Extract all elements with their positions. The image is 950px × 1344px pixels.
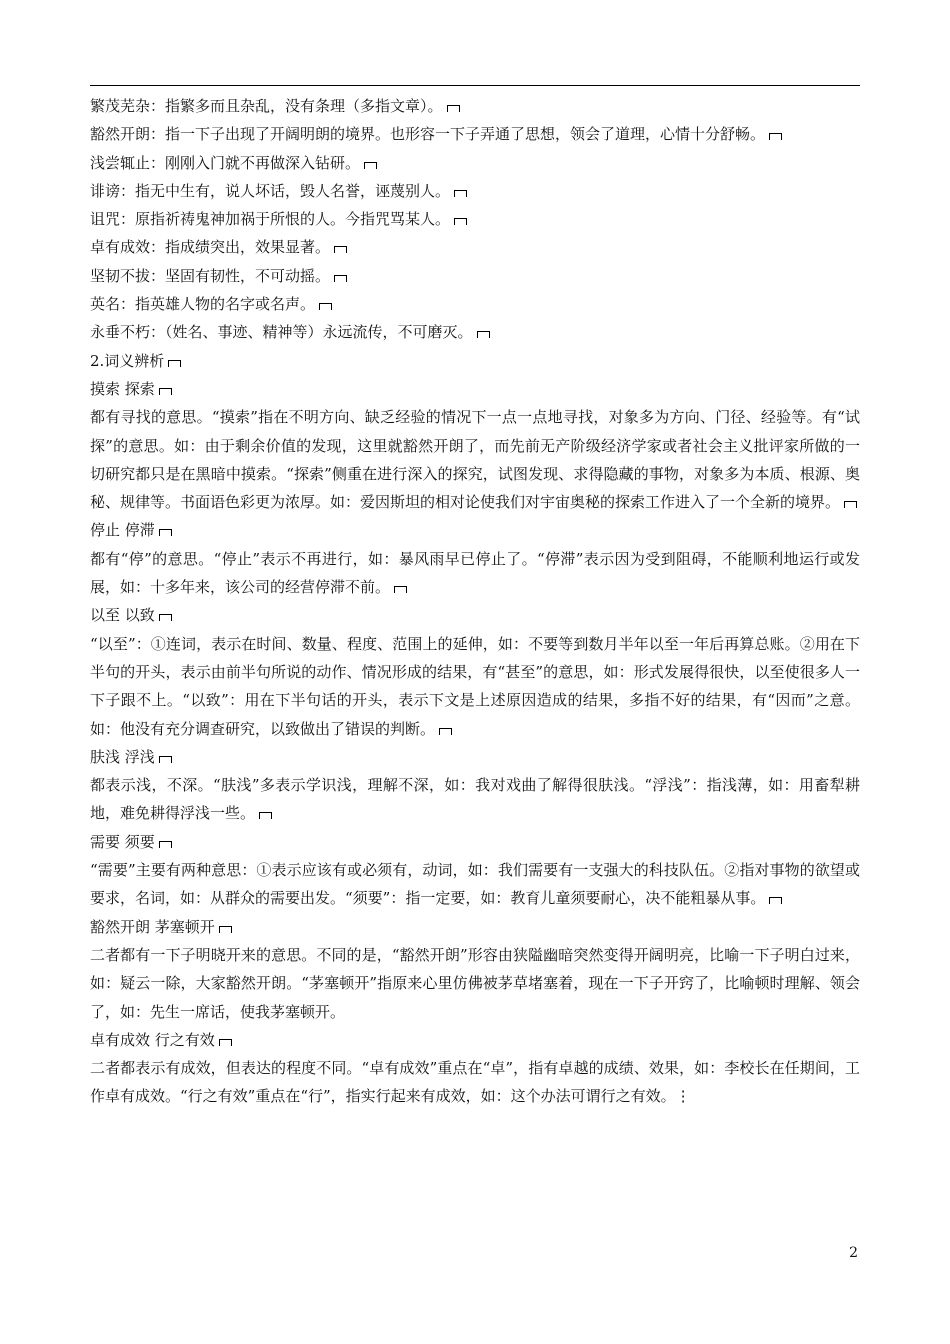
- paragraph-mark-icon: [844, 501, 857, 508]
- paragraph: 都有寻找的意思。“摸索”指在不明方向、缺乏经验的情况下一点一点地寻找，对象多为方向、门径、经验等。有“试探”的意思。如：由于剩余价值的发现，这里就豁然开朗了，而先前无产阶级经济学家或者社会主义批评家所做的一切研究都只是在黑暗中摸索。“探索”侧重在进行深入的探究，试图发现、求得隐藏的事物，对象多为本质、根源、奥秘、规律等。书面语色彩更为浓厚。如：爱因斯坦的相对论使我们对宇宙奥秘的探索工作进入了一个全新的境界。: [90, 408, 860, 512]
- paragraph-mark-icon: [159, 756, 172, 763]
- paragraph: 诽谤：指无中生有，说人坏话，毁人名誉，诬蔑别人。: [90, 177, 860, 205]
- paragraph-mark-icon: [334, 275, 347, 282]
- section-heading: 2.词义辨析: [90, 347, 860, 375]
- paragraph: 诅咒：原指祈祷鬼神加祸于所恨的人。今指咒骂某人。: [90, 205, 860, 233]
- paragraph-mark-icon: [454, 218, 467, 225]
- paragraph-mark-icon: [454, 190, 467, 197]
- paragraph-mark-icon: [769, 133, 782, 140]
- page-number: 2: [849, 1245, 858, 1261]
- paragraph: 永垂不朽：（姓名、事迹、精神等）永远流传，不可磨灭。: [90, 318, 860, 346]
- term-pair-heading: 需要 须要: [90, 828, 860, 856]
- paragraph: 浅尝辄止：刚刚入门就不再做深入钻研。: [90, 149, 860, 177]
- paragraph-mark-icon: [319, 303, 332, 310]
- paragraph-mark-icon: [477, 331, 490, 338]
- paragraph: 二者都表示有成效，但表达的程度不同。“卓有成效”重点在“卓”，指有卓越的成绩、效果，如：李校长在任期间，工作卓有成效。“行之有效”重点在“行”，指实行起来有成效，如：这个办法可谓行之有效。⋮: [90, 1059, 860, 1106]
- paragraph: 卓有成效：指成绩突出，效果显著。: [90, 233, 860, 261]
- paragraph-mark-icon: [364, 162, 377, 169]
- paragraph-mark-icon: [394, 586, 407, 593]
- paragraph: 二者都有一下子明晓开来的意思。不同的是，“豁然开朗”形容由狭隘幽暗突然变得开阔明亮，比喻一下子明白过来，如：疑云一除，大家豁然开朗。“茅塞顿开”指原来心里仿佛被茅草堵塞着，现在一下子开窍了，比喻顿时理解、领会了，如：先生一席话，使我茅塞顿开。: [90, 945, 860, 1021]
- paragraph-mark-icon: [159, 388, 172, 395]
- paragraph: “需要”主要有两种意思：①表示应该有或必须有，动词，如：我们需要有一支强大的科技队伍。②指对事物的欲望或要求，名词，如：从群众的需要出发。“须要”：指一定要，如：教育儿童须要耐心，决不能粗暴从事。: [90, 861, 860, 908]
- paragraph-mark-icon: [159, 841, 172, 848]
- term-pair-heading: 摸索 探索: [90, 375, 860, 403]
- term-pair-heading: 肤浅 浮浅: [90, 743, 860, 771]
- paragraph: 豁然开朗：指一下子出现了开阔明朗的境界。也形容一下子弄通了思想，领会了道理，心情十分舒畅。: [90, 120, 860, 148]
- paragraph: 都有“停”的意思。“停止”表示不再进行，如：暴风雨早已停止了。“停滞”表示因为受到阻碍，不能顺利地运行或发展，如：十多年来，该公司的经营停滞不前。: [90, 549, 860, 597]
- paragraph-mark-icon: [334, 246, 347, 253]
- term-pair-heading: 以至 以致: [90, 601, 860, 629]
- paragraph: “以至”：①连词，表示在时间、数量、程度、范围上的延伸，如：不要等到数月半年以至一年后再算总账。②用在下半句的开头，表示由前半句所说的动作、情况形成的结果，有“甚至”的意思，如：形式发展得很快，以至使很多人一下子跟不上。“以致”：用在下半句话的开头，表示下文是上述原因造成的结果，多指不好的结果，有“因而”之意。如：他没有充分调查研究，以致做出了错误的判断。: [90, 634, 860, 738]
- term-pair-heading: 豁然开朗 茅塞顿开: [90, 913, 860, 941]
- paragraph: 繁茂芜杂：指繁多而且杂乱，没有条理（多指文章）。: [90, 92, 860, 120]
- paragraph-mark-icon: [219, 1039, 232, 1046]
- paragraph-mark-icon: [447, 105, 460, 112]
- paragraph-mark-icon: [259, 812, 272, 819]
- paragraph: 坚韧不拔：坚固有韧性，不可动摇。: [90, 262, 860, 290]
- paragraph-mark-icon: [159, 614, 172, 621]
- paragraph-mark-icon: [219, 926, 232, 933]
- term-pair-heading: 停止 停滞: [90, 516, 860, 544]
- paragraph-mark-icon: [168, 360, 181, 367]
- paragraph: 英名：指英雄人物的名字或名声。: [90, 290, 860, 318]
- paragraph-mark-icon: [159, 529, 172, 536]
- term-pair-heading: 卓有成效 行之有效: [90, 1026, 860, 1054]
- paragraph-mark-icon: [439, 728, 452, 735]
- header-rule: [90, 85, 860, 86]
- document-body: [90, 92, 860, 1111]
- paragraph-mark-icon: [769, 897, 782, 904]
- paragraph: 都表示浅，不深。“肤浅”多表示学识浅，理解不深，如：我对戏曲了解得很肤浅。“浮浅”：指浅薄，如：用畜犁耕地，难免耕得浮浅一些。: [90, 776, 860, 823]
